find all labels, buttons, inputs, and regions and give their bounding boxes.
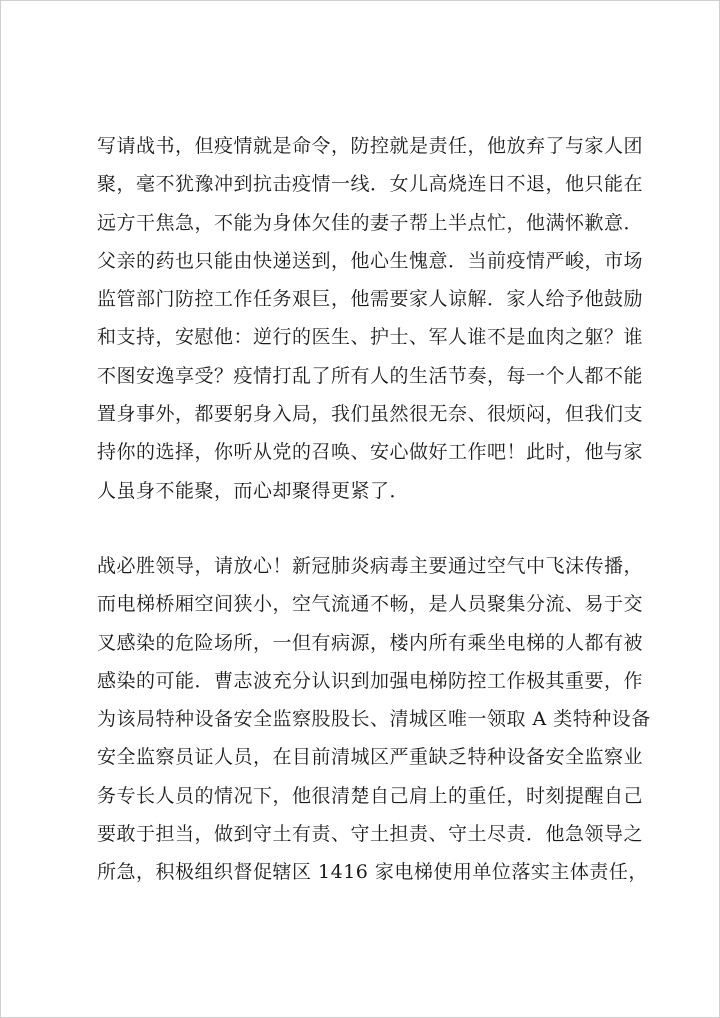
text-line: 感染的可能．曹志波充分认识到加强电梯防控工作极其重要，作 xyxy=(97,669,644,692)
text-line: 务专长人员的情况下，他很清楚自己肩上的重任，时刻提醒自己 xyxy=(97,784,644,807)
text-line: 写请战书，但疫情就是命令，防控就是责任，他放弃了与家人团 xyxy=(97,135,644,157)
text-line: 战必胜领导，请放心！新冠肺炎病毒主要通过空气中飞沫传播， xyxy=(97,554,644,577)
text-line: 远方干焦急，不能为身体欠佳的妻子帮上半点忙，他满怀歉意． xyxy=(97,211,644,234)
text-line: 而电梯桥厢空间狭小，空气流通不畅，是人员聚集分流、易于交 xyxy=(97,593,644,616)
paragraph-2 xyxy=(97,547,651,892)
text-line: 为该局特种设备安全监察股股长、清城区唯一领取 A 类特种设备 xyxy=(97,708,651,731)
text-line: 和支持，安慰他：逆行的医生、护士、军人谁不是血肉之躯？谁 xyxy=(97,326,644,349)
text-line: 安全监察员证人员，在目前清城区严重缺乏特种设备安全监察业 xyxy=(97,746,644,769)
document-body xyxy=(97,127,651,892)
text-line: 不图安逸享受？疫情打乱了所有人的生活节奏，每一个人都不能 xyxy=(97,364,644,387)
text-line: 父亲的药也只能由快递送到，他心生愧意．当前疫情严峻，市场 xyxy=(97,249,644,272)
paragraph-1 xyxy=(97,127,644,510)
text-line: 要敢于担当，做到守土有责、守土担责、守土尽责．他急领导之 xyxy=(97,823,644,846)
text-line: 叉感染的危险场所，一但有病源，楼内所有乘坐电梯的人都有被 xyxy=(97,631,644,654)
text-line: 聚，毫不犹豫冲到抗击疫情一线．女儿高烧连日不退，他只能在 xyxy=(97,173,644,196)
text-line: 监管部门防控工作任务艰巨，他需要家人谅解．家人给予他鼓励 xyxy=(97,288,644,311)
text-line: 所急，积极组织督促辖区 1416 家电梯使用单位落实主体责任， xyxy=(97,861,648,884)
text-line: 置身事外，都要躬身入局，我们虽然很无奈、很烦闷，但我们支 xyxy=(97,403,644,426)
text-line: 持你的选择，你听从党的召唤、安心做好工作吧！此时，他与家 xyxy=(97,441,644,464)
text-line: 人虽身不能聚，而心却聚得更紧了． xyxy=(97,479,410,502)
